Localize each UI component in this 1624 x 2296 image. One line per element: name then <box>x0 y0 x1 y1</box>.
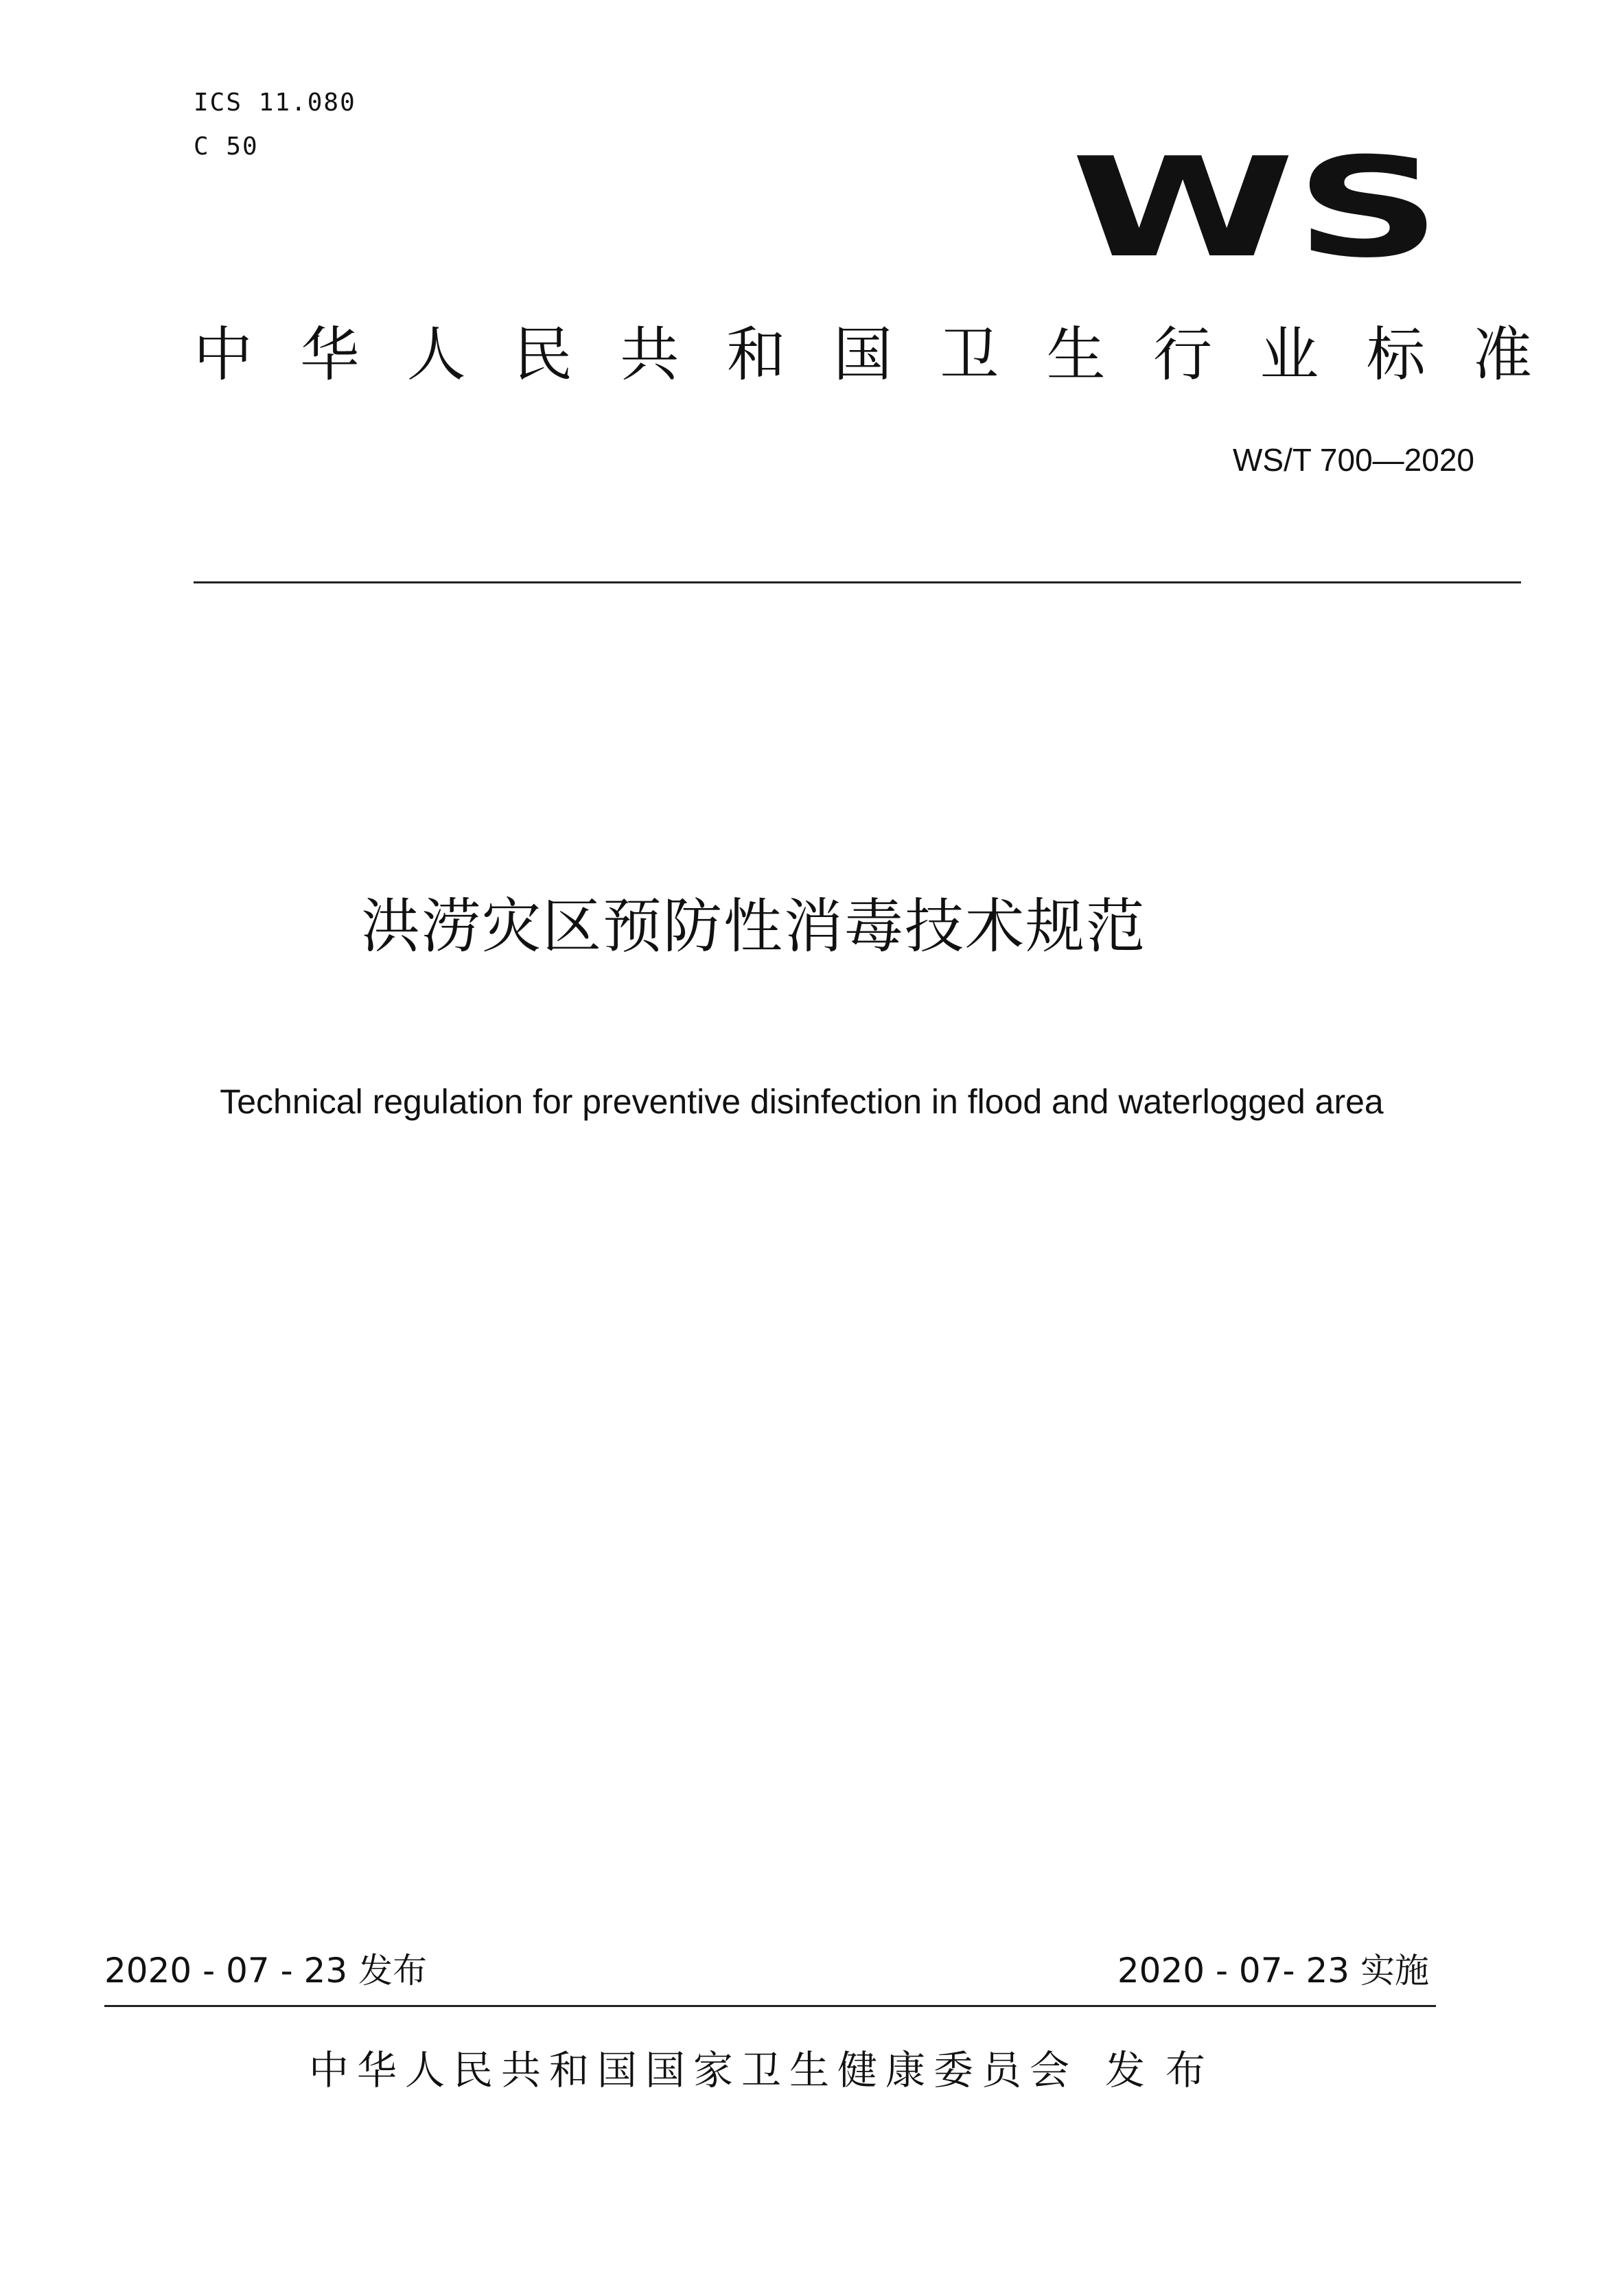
publish-date: 2020 - 07 - 23 发布 <box>104 1951 428 1991</box>
category-char: 业 <box>1260 321 1319 389</box>
category-char: 中 <box>194 321 253 389</box>
issuer-name: 中华人民共和国国家卫生健康委员会 <box>308 2047 1078 2094</box>
implement-date: 2020 - 07- 23 实施 <box>1117 1951 1429 1991</box>
category-char: 行 <box>1152 321 1212 389</box>
category-char: 民 <box>513 321 572 389</box>
category-char: 共 <box>620 321 680 389</box>
issuer-verb: 发布 <box>1105 2047 1227 2094</box>
ics-code: ICS 11.080 <box>194 89 356 117</box>
category-char: 标 <box>1366 321 1426 389</box>
category-char: 生 <box>1046 321 1106 389</box>
ws-logo-icon <box>1071 144 1455 268</box>
category-char: 华 <box>300 321 360 389</box>
issuer-line <box>0 2043 1624 2098</box>
standard-number: WS/T 700—2020 <box>1232 442 1474 478</box>
ccs-code: C 50 <box>194 132 259 161</box>
date-row <box>104 1947 1429 1995</box>
category-char: 和 <box>726 321 786 389</box>
document-title-en: Technical regulation for preventive disinfection in flood and waterlogged area <box>220 1082 1384 1121</box>
category-char: 国 <box>833 321 892 389</box>
classification-codes <box>194 81 356 169</box>
standard-category <box>194 317 1532 393</box>
document-title-cn: 洪涝灾区预防性消毒技术规范 <box>361 892 1146 961</box>
footer-divider <box>104 2005 1436 2007</box>
category-char: 人 <box>406 321 466 389</box>
category-char: 准 <box>1472 321 1532 389</box>
header-divider <box>194 581 1521 583</box>
category-char: 卫 <box>940 321 999 389</box>
ws-logo-text: WS <box>1071 144 1441 268</box>
